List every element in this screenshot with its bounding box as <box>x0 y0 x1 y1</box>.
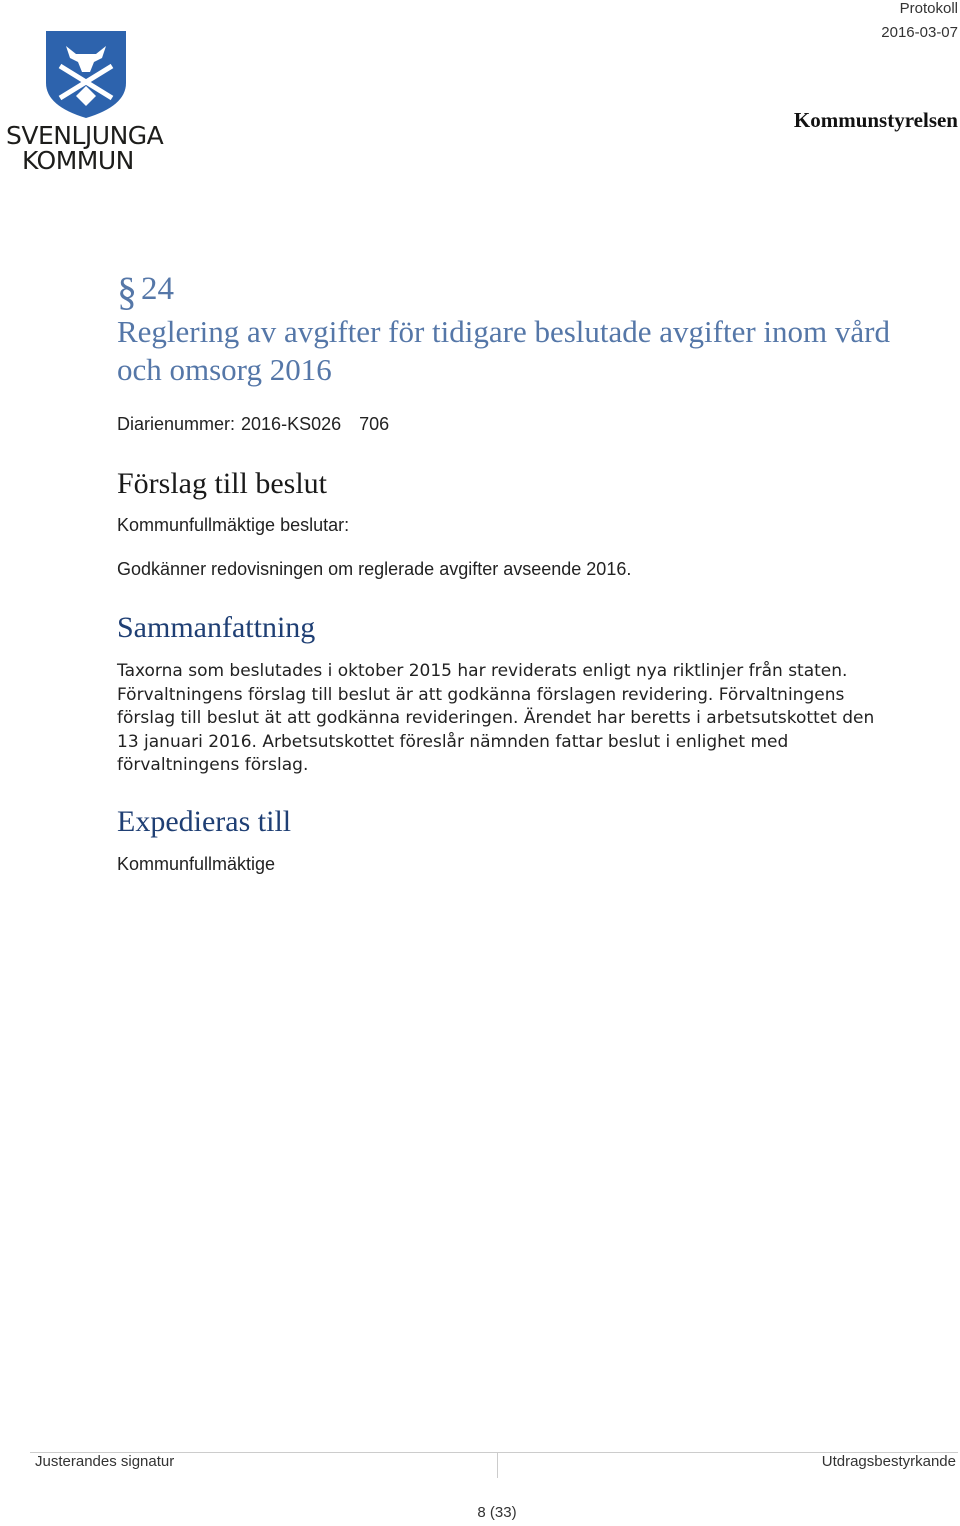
justerandes-signatur-label: Justerandes signatur <box>35 1453 175 1470</box>
municipality-logo <box>4 28 164 178</box>
forslag-heading: Förslag till beslut <box>117 467 327 500</box>
logo-text-line1: SVENLJUNGA <box>6 121 164 150</box>
paragraph-symbol: § <box>117 269 137 314</box>
section-number-value: 24 <box>141 271 174 307</box>
utdragsbestyrkande-label: Utdragsbestyrkande <box>821 1453 956 1470</box>
organization-name: Kommunstyrelsen <box>793 108 958 132</box>
sammanfattning-heading: Sammanfattning <box>117 611 316 644</box>
document-type: Protokoll <box>899 0 958 17</box>
footer-column-divider <box>497 1452 498 1478</box>
logo-text-line2: KOMMUN <box>22 146 134 175</box>
section-title: Reglering av avgifter för tidigare beslutade avgifter inom vård och omsorg 2016 <box>117 314 890 387</box>
expedieras-heading: Expedieras till <box>117 805 292 838</box>
forslag-decision: Godkänner redovisningen om reglerade avgifter avseende 2016. <box>117 559 632 579</box>
document-date: 2016-03-07 <box>881 24 958 41</box>
diarie-number: Diarienummer: 2016-KS026 706 <box>117 414 390 434</box>
forslag-intro: Kommunfullmäktige beslutar: <box>117 515 350 535</box>
section-number <box>117 268 174 313</box>
page-number: 8 (33) <box>477 1504 517 1521</box>
expedieras-recipient: Kommunfullmäktige <box>117 854 276 874</box>
sammanfattning-text: Taxorna som beslutades i oktober 2015 har reviderats enligt nya riktlinjer från staten. Förvaltningens förslag till beslut är att godkänna förslagen revidering. Förvaltningens förslag till beslut ät att godkänna revideringen. Ärendet har beretts i arbetsutskottet den 13 januari 2016. Arbetsutskottet föreslår nämnden fattar beslut i enlighet med förvaltningens förslag. <box>117 661 875 775</box>
coat-of-arms-icon <box>4 28 164 120</box>
